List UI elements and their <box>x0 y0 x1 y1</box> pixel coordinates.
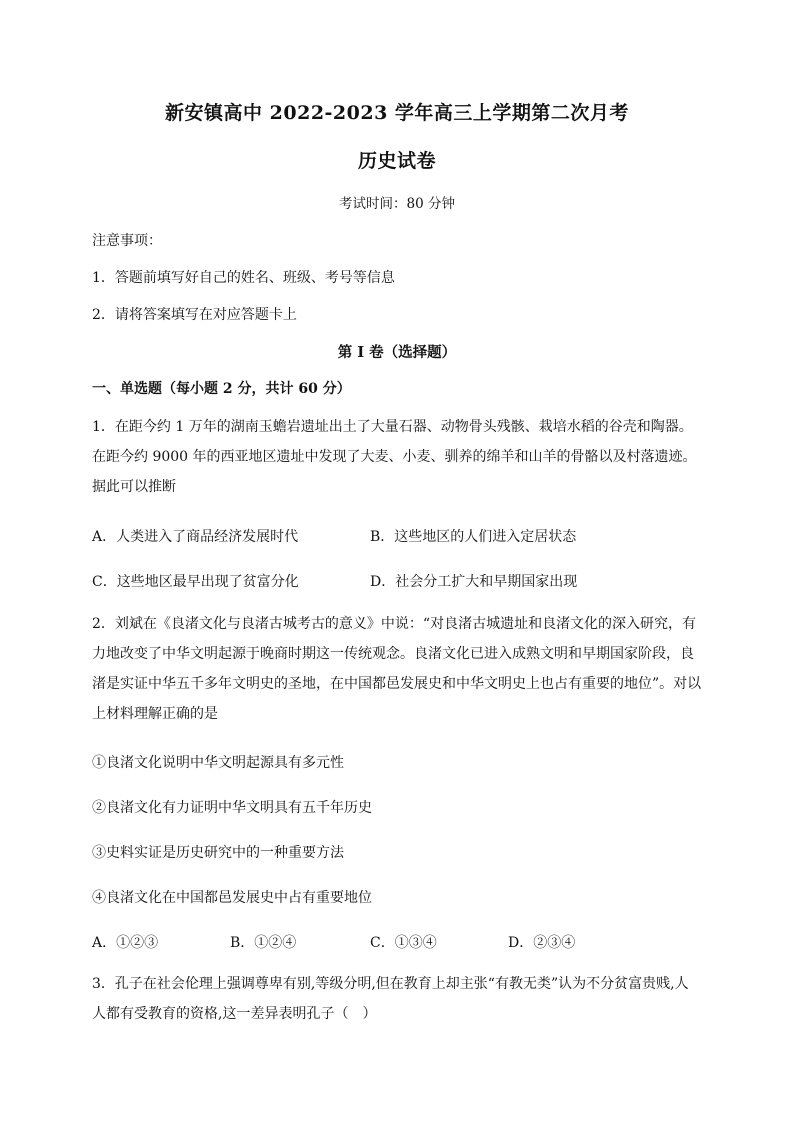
part-title: 第 I 卷（选择题） <box>337 344 457 361</box>
question-1-option-c: C．这些地区最早出现了贫富分化 <box>92 574 299 590</box>
question-2-statement: ②良渚文化有力证明中华文明具有五千年历史 <box>92 800 372 816</box>
section-title: 一、单选题（每小题 2 分，共计 60 分） <box>92 381 351 397</box>
question-1-stem: 1．在距今约 1 万年的湖南玉蟾岩遗址出土了大量石器、动物骨头残骸、栽培水稻的谷壳和陶器。在距今约 9000 年的西亚地区遗址中发现了大麦、小麦、驯养的绵羊和山羊的骨骼以及村落遗迹。据此可以推断 <box>92 419 697 495</box>
question-2-option-d: D．②③④ <box>508 935 576 951</box>
question-2-option-a: A．①②③ <box>92 935 159 951</box>
notes-item: 1．答题前填写好自己的姓名、班级、考号等信息 <box>92 270 395 286</box>
question-2-stem: 2．刘斌在《良渚文化与良渚古城考古的意义》中说：“对良渚古城遗址和良渚文化的深入研究，有力地改变了中华文明起源于晚商时期这一传统观念。良渚文化已进入成熟文明和早期国家阶段，良渚是实证中华五千多年文明史的圣地，在中国都邑发展史和中华文明史上也占有重要的地位”。对以上材料理解正确的是 <box>92 616 702 722</box>
exam-subtitle: 历史试卷 <box>357 150 436 172</box>
notes-heading: 注意事项： <box>92 233 162 249</box>
question-2-statement: ③史料实证是历史研究中的一种重要方法 <box>92 845 344 861</box>
exam-title: 新安镇高中 2022-2023 学年高三上学期第二次月考 <box>165 102 629 124</box>
question-1-option-d: D．社会分工扩大和早期国家出现 <box>370 574 578 590</box>
exam-time: 考试时间：80 分钟 <box>339 196 455 212</box>
question-2-option-b: B．①②④ <box>230 935 297 951</box>
question-2-option-c: C．①③④ <box>370 935 437 951</box>
notes-item: 2．请将答案填写在对应答题卡上 <box>92 307 297 323</box>
question-2-statement: ④良渚文化在中国都邑发展史中占有重要地位 <box>92 890 372 906</box>
question-1-option-a: A．人类进入了商品经济发展时代 <box>92 529 299 545</box>
question-2-statement: ①良渚文化说明中华文明起源具有多元性 <box>92 755 344 771</box>
question-1-option-b: B．这些地区的人们进入定居状态 <box>370 529 577 545</box>
question-3-stem: 3．孔子在社会伦理上强调尊卑有别,等级分明,但在教育上却主张“有教无类”认为不分贫富贵贱,人人都有受教育的资格,这一差异表明孔子（ ） <box>92 976 689 1022</box>
